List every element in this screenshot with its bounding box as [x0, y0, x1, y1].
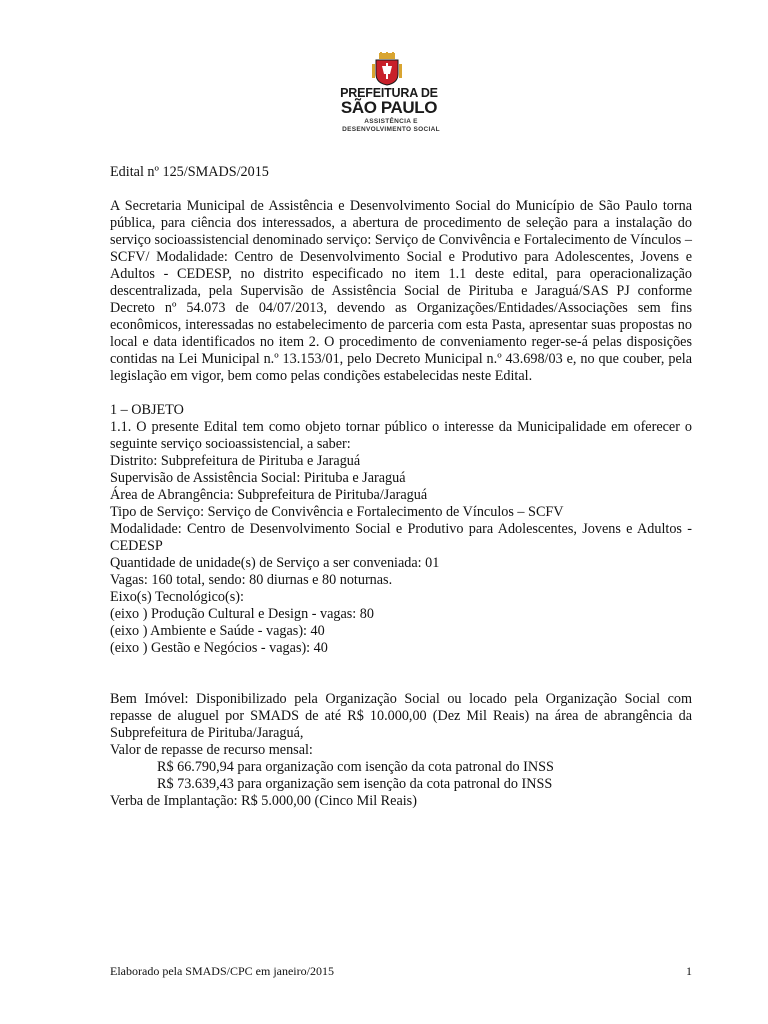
valor-line: R$ 66.790,94 para organização com isenção da cota patronal do INSS [157, 759, 554, 775]
modalidade-line: Modalidade: Centro de Desenvolvimento Social e Produtivo para Adolescentes, Jovens e Adultos - CEDESP [110, 521, 692, 554]
section-objeto-intro: 1.1. O presente Edital tem como objeto tornar público o interesse da Municipalidade em oferecer o seguinte serviço socioassistencial, a saber: [110, 419, 692, 452]
bem-imovel-paragraph: Bem Imóvel: Disponibilizado pela Organização Social ou locado pela Organização Social com repasse de aluguel por SMADS de até R$ 10.000,00 (Dez Mil Reais) na área de abrangência da Subprefeitura de Pirituba/Jaraguá, [110, 691, 692, 741]
distrito-line: Distrito: Subprefeitura de Pirituba e Jaraguá [110, 453, 361, 469]
edital-title: Edital nº 125/SMADS/2015 [110, 164, 269, 180]
page-number: 1 [686, 964, 692, 978]
eixos-title: Eixo(s) Tecnológico(s): [110, 589, 244, 605]
tipo-line: Tipo de Serviço: Serviço de Convivência e Fortalecimento de Vínculos – SCFV [110, 504, 564, 520]
vagas-line: Vagas: 160 total, sendo: 80 diurnas e 80 noturnas. [110, 572, 393, 588]
verba-implantacao-line: Verba de Implantação: R$ 5.000,00 (Cinco Mil Reais) [110, 793, 417, 809]
quantidade-line: Quantidade de unidade(s) de Serviço a ser conveniada: 01 [110, 555, 440, 571]
document-body [110, 164, 692, 810]
logo-desenvolvimento-text: DESENVOLVIMENTO SOCIAL [342, 126, 440, 133]
city-crest-icon [372, 52, 402, 86]
area-line: Área de Abrangência: Subprefeitura de Pirituba/Jaraguá [110, 487, 428, 503]
eixo-line: (eixo ) Ambiente e Saúde - vagas): 40 [110, 623, 325, 639]
section-objeto-title: 1 – OBJETO [110, 402, 184, 418]
intro-paragraph: A Secretaria Municipal de Assistência e Desenvolvimento Social do Município de São Paulo torna pública, para ciência dos interessados, a abertura de procedimento de seleção para a instalação do serviço socioassistencial denominado serviço: Serviço de Convivência e Fortalecimento de Vínculos – SCFV/ Modalidade: Centro de Desenvolvimento Social e Produtivo para Adolescentes, Jovens e Adultos - CEDESP, no distrito especificado no item 1.1 deste edital, para operacionalização descentralizada, pela Supervisão de Assistência Social de Pirituba e Jaraguá/SAS PJ conforme Decreto nº 54.073 de 04/07/2013, devendo as Organizações/Entidades/Associações sem fins econômicos, interessadas no estabelecimento de parceria com esta Pasta, apresentar suas propostas no local e data identificados no item 2. O procedimento de conveniamento reger-se-á pelas disposições contidas na Lei Municipal n.º 13.153/01, pelo Decreto Municipal n.º 43.698/03 e, no que couber, pela legislação em vigor, bem como pelas condições estabelecidas neste Edital. [110, 198, 692, 384]
supervisao-line: Supervisão de Assistência Social: Pirituba e Jaraguá [110, 470, 406, 486]
prefeitura-logo [336, 52, 446, 138]
logo-assistencia-text: ASSISTÊNCIA E [364, 118, 418, 125]
footer-credit: Elaborado pela SMADS/CPC em janeiro/2015 [110, 964, 334, 978]
eixo-line: (eixo ) Produção Cultural e Design - vagas: 80 [110, 606, 374, 622]
logo-sao-paulo-text: SÃO PAULO [340, 98, 438, 117]
valor-repasse-title: Valor de repasse de recurso mensal: [110, 742, 313, 758]
logo-prefeitura-text: PREFEITURA DE [340, 86, 438, 100]
eixo-line: (eixo ) Gestão e Negócios - vagas): 40 [110, 640, 328, 656]
valor-line: R$ 73.639,43 para organização sem isenção da cota patronal do INSS [157, 776, 553, 792]
